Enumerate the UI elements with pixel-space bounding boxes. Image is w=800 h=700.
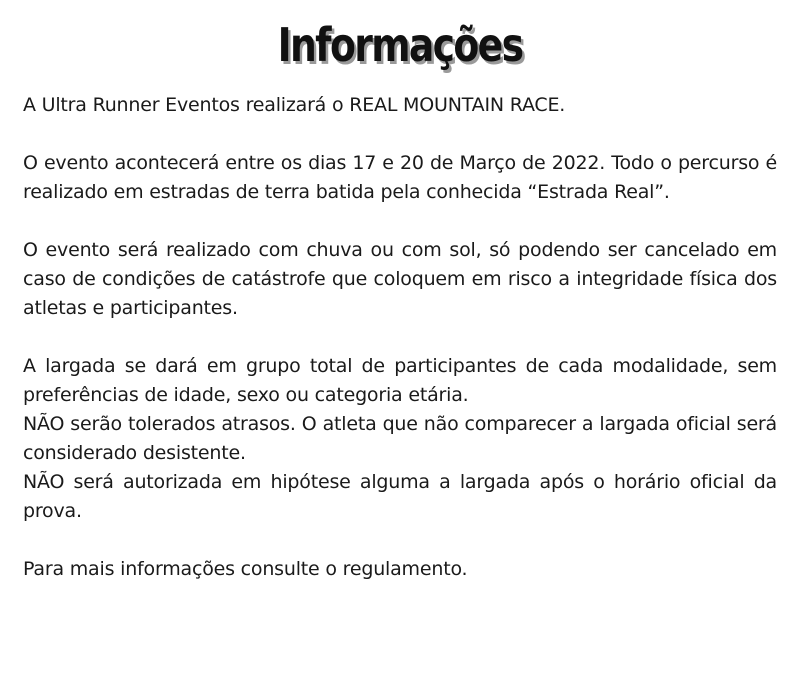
start-group-paragraph: A largada se dará em grupo total de participantes de cada modalidade, sem preferências de idade, sexo ou categoria etária. — [23, 355, 777, 406]
more-info-paragraph: Para mais informações consulte o regulamento. — [23, 558, 468, 580]
page-title: Informações — [277, 18, 523, 72]
info-content — [23, 91, 777, 584]
no-late-start-paragraph: NÃO será autorizada em hipótese alguma a largada após o horário oficial da prova. — [23, 471, 777, 522]
delays-paragraph: NÃO serão tolerados atrasos. O atleta que não comparecer a largada oficial será considerado desistente. — [23, 413, 777, 464]
paragraph-spacer — [23, 120, 777, 149]
paragraph-spacer — [23, 526, 777, 555]
paragraph-spacer — [23, 207, 777, 236]
intro-paragraph: A Ultra Runner Eventos realizará o REAL MOUNTAIN RACE. — [23, 94, 566, 116]
dates-paragraph: O evento acontecerá entre os dias 17 e 20 de Março de 2022. Todo o percurso é realizado em estradas de terra batida pela conhecida “Estrada Real”. — [23, 152, 777, 203]
weather-paragraph: O evento será realizado com chuva ou com sol, só podendo ser cancelado em caso de condições de catástrofe que coloquem em risco a integridade física dos atletas e participantes. — [23, 239, 777, 319]
paragraph-spacer — [23, 323, 777, 352]
